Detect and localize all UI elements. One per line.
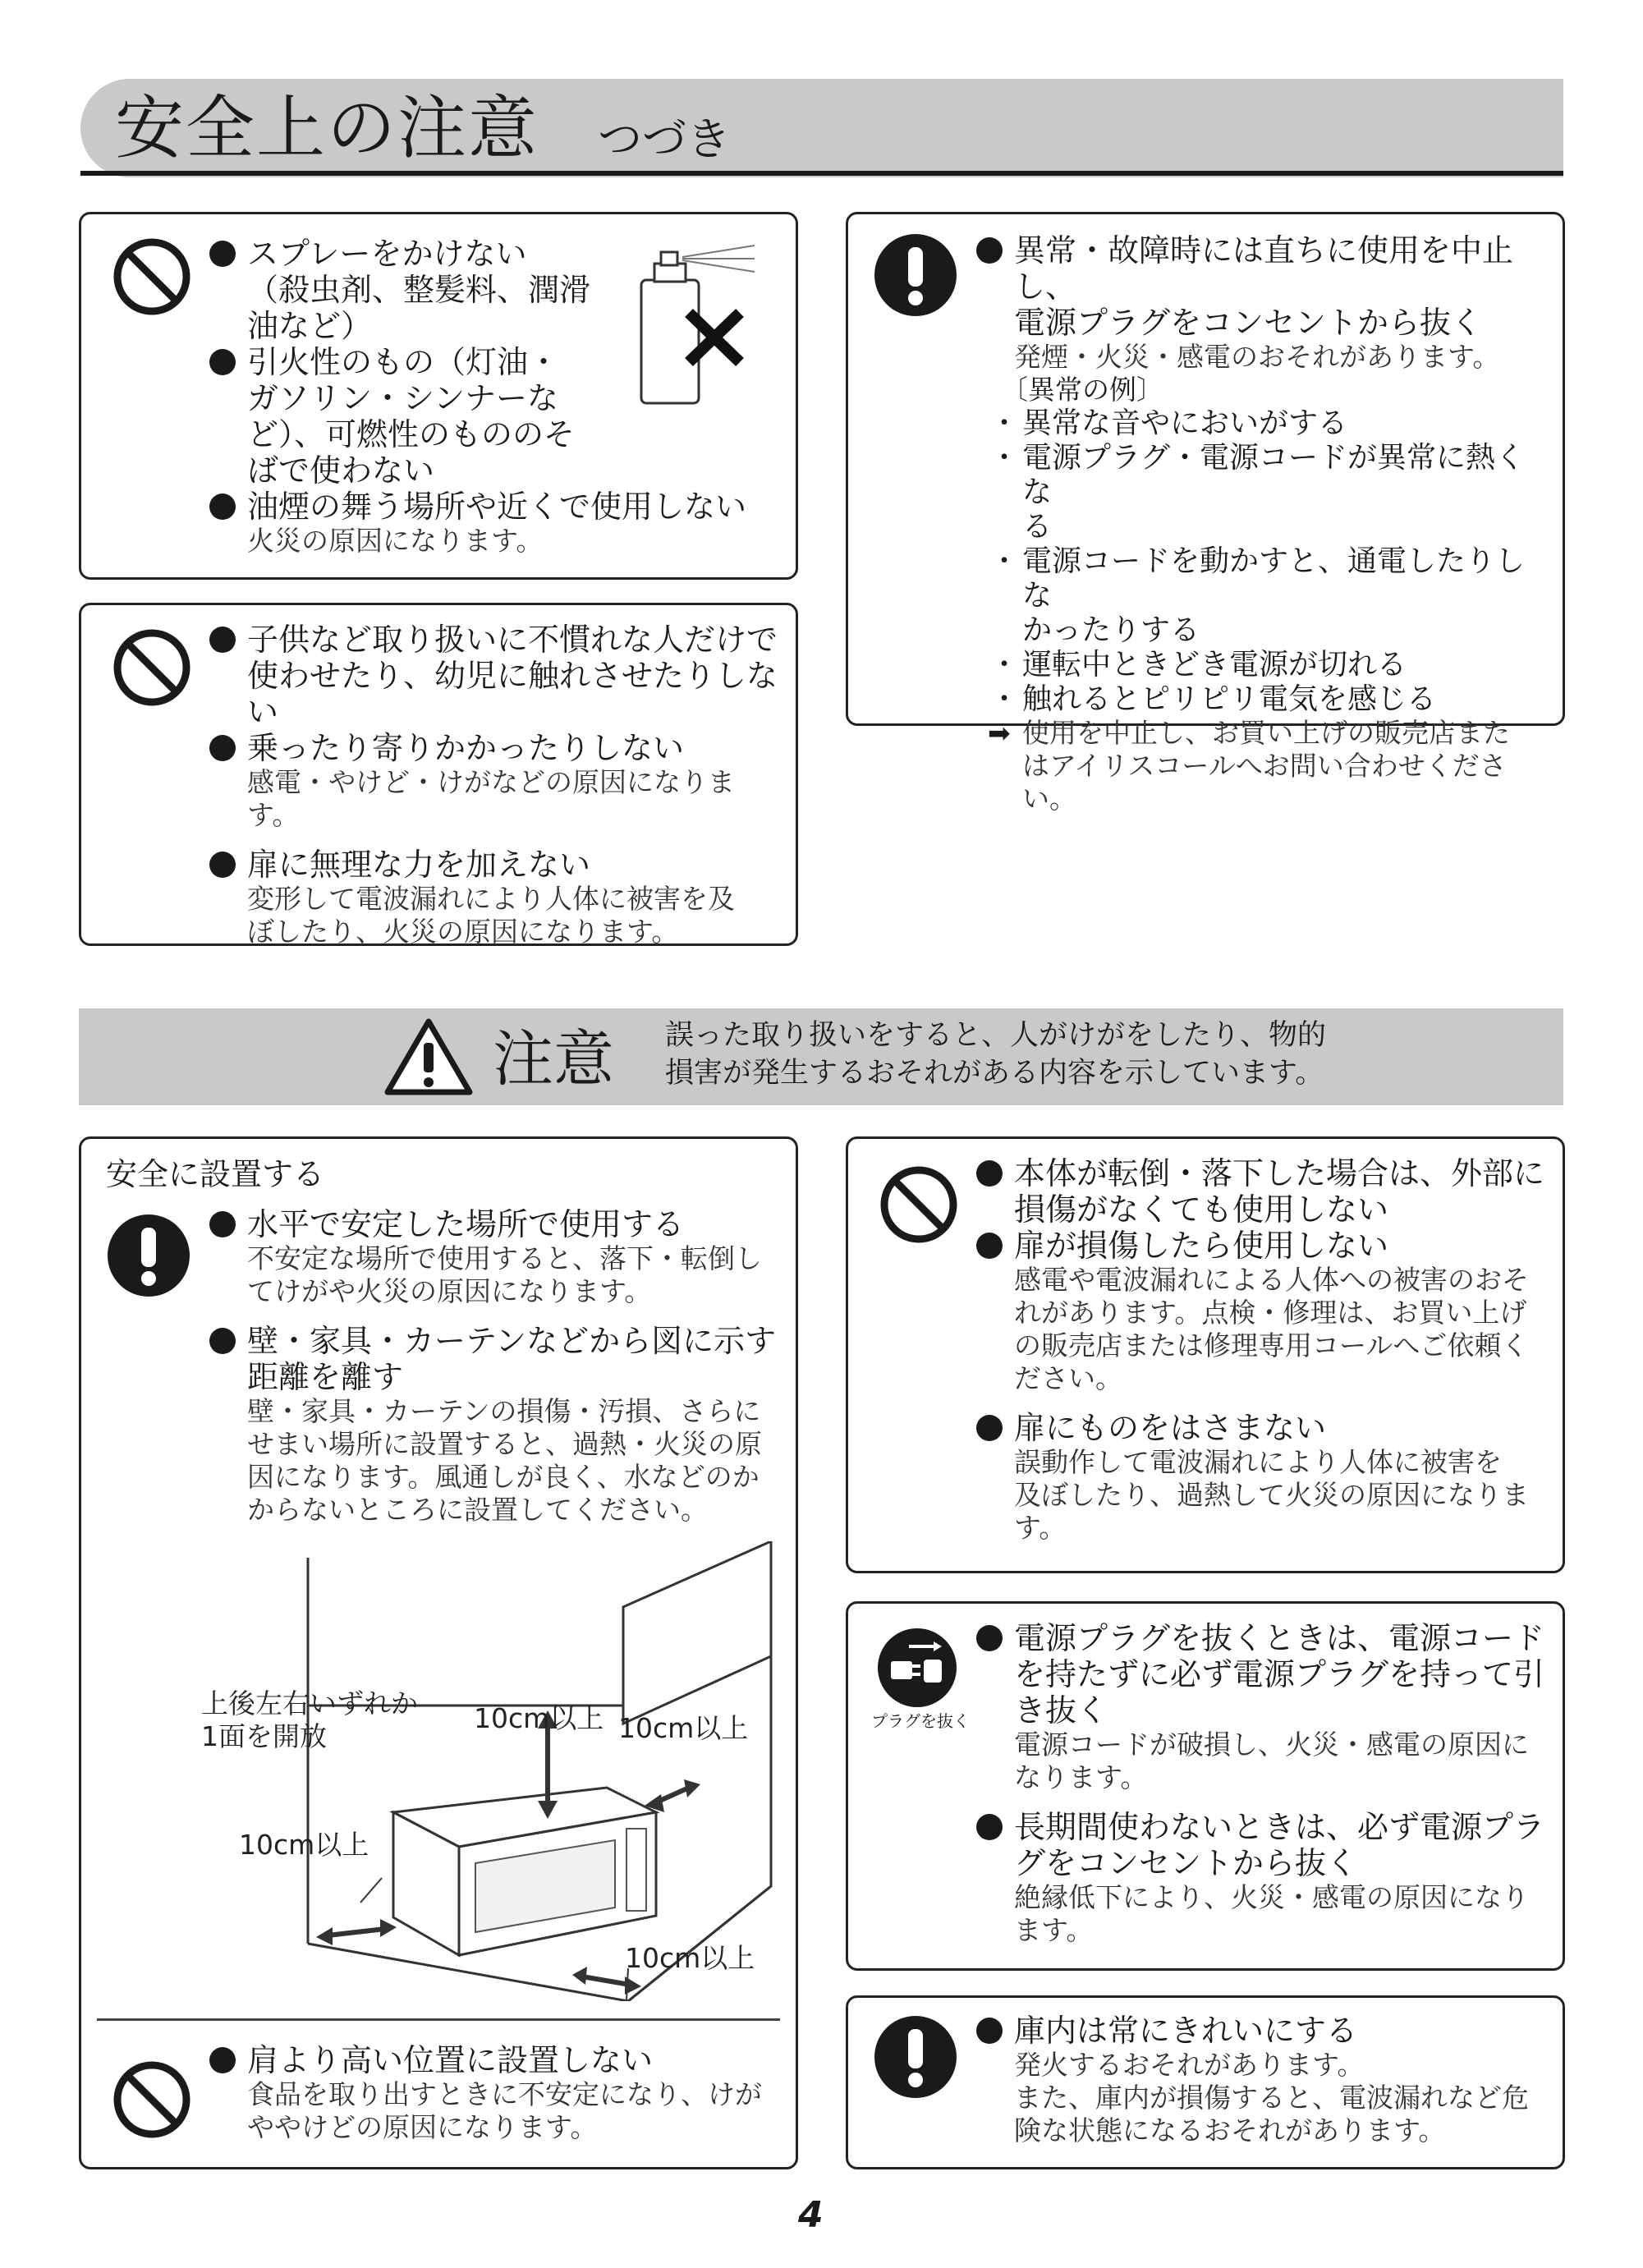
list-item	[209, 236, 751, 344]
list-item: 本体が転倒・落下した場合は、外部に 損傷がなくても使用しない	[976, 1155, 1551, 1228]
page-number: 4	[798, 2194, 824, 2236]
list-item	[209, 730, 784, 832]
prohibition-icon	[111, 627, 193, 709]
item-note: 発煙・火災・感電のおそれがあります。	[1014, 341, 1500, 373]
prohibition-icon	[111, 2059, 193, 2141]
item-heading: 乗ったり寄りかかったりしない	[247, 730, 685, 766]
list-item: 庫内は常にきれいにする 発火するおそれがあります。 また、庫内が損傷すると、電波漏れなど危 険な状態になるおそれがあります。	[976, 2013, 1551, 2147]
item-note: 感電・やけど・けがなどの原因になります。	[247, 766, 735, 831]
page-subtitle: つづき	[598, 113, 731, 165]
back-clearance-label: 10cm以上	[618, 1712, 749, 1744]
section-title: 安全に設置する	[106, 1156, 325, 1192]
list-item: 扉にものをはさまない 誤動作して電波漏れにより人体に被害を 及ぼしたり、過熱して火災の原因になりま す。	[976, 1410, 1551, 1545]
example-item: ・ 異常な音やにおいがする	[976, 406, 1551, 441]
item-heading: 扉に無理な力を加えない	[247, 847, 591, 883]
page-title: 安全上の注意	[115, 88, 539, 168]
section-divider	[97, 2018, 780, 2021]
mandatory-action-icon	[873, 232, 958, 318]
box7-list	[976, 2013, 1551, 2147]
caution-description: 誤った取り扱いをすると、人がけがをしたり、物的 損害が発生するおそれがある内容を示しています。	[665, 1019, 1327, 1090]
list-item: 電源プラグを抜くときは、電源コード を持たずに必ず電源プラグを持って引 き抜く 電源コードが破損し、火災・感電の原因に なります。	[976, 1620, 1551, 1794]
mandatory-action-icon	[106, 1213, 191, 1298]
item-note: 火災の原因になります。	[247, 525, 544, 557]
list-item	[209, 489, 751, 558]
item-heading: 使わせたり、幼児に触れさせたりしな	[247, 658, 778, 694]
box-spray-warning	[79, 212, 798, 580]
item-heading: 子供など取り扱いに不慣れな人だけで	[247, 622, 778, 658]
item-heading: ガソリン・シンナーな	[247, 380, 559, 416]
left-clearance-label: 10cm以上	[239, 1829, 369, 1861]
item-heading: （殺虫剤、整髪料、潤滑	[247, 272, 591, 308]
item-heading: ど）、可燃性のもののそ	[247, 416, 576, 452]
item-heading: 異常・故障時には直ちに使用を中止し、	[1014, 232, 1514, 305]
box-installation	[79, 1136, 798, 2169]
list-item: 肩より高い位置に設置しない 食品を取り出すときに不安定になり、けが ややけどの原因になります。	[209, 2042, 784, 2144]
top-clearance-label: 10cm以上	[474, 1702, 604, 1734]
list-item	[209, 344, 751, 489]
unplug-icon-label: プラグを抜く	[871, 1711, 970, 1731]
list-item: 壁・家具・カーテンなどから図に示す 距離を離す 壁・家具・カーテンの損傷・汚損、さらに せまい場所に設置すると、過熱・火災の原 因になります。風通しが良く、水などのか からないところに設置してください。	[209, 1323, 784, 1527]
warning-triangle-icon	[384, 1017, 473, 1095]
box4-bottom-list	[209, 2042, 784, 2144]
arrow-note: ➡ 使用を中止し、お買い上げの販売店また はアイリスコールへお問い合わせくださ い。	[988, 717, 1510, 815]
mandatory-action-icon	[873, 2014, 958, 2100]
box-damage-warning	[846, 1136, 1565, 1573]
box1-list	[209, 236, 751, 558]
example-item: ・ 電源コードを動かすと、通電したりしな かったりする	[976, 544, 1551, 648]
installation-clearance-diagram	[81, 1541, 801, 2001]
box-cleanliness	[846, 1995, 1565, 2169]
example-item: ・ 運転中ときどき電源が切れる	[976, 648, 1551, 682]
box4-list	[209, 1206, 784, 1527]
list-item	[209, 622, 784, 730]
front-clearance-label: 10cm以上	[625, 1942, 755, 1974]
item-heading: 電源プラグをコンセントから抜く	[1014, 305, 1483, 341]
unplug-icon	[876, 1627, 958, 1709]
list-item: 扉が損傷したら使用しない 感電や電波漏れによる人体への被害のおそ れがあります。点検・修理は、お買い上げ の販売店または修理専用コールへご依頼く ださい。	[976, 1228, 1551, 1395]
prohibition-icon	[111, 236, 193, 318]
box6-list	[976, 1620, 1551, 1947]
open-side-label: 上後左右いずれか 1面を開放	[201, 1687, 418, 1752]
box-children-warning	[79, 603, 798, 946]
list-item: 水平で安定した場所で使用する 不安定な場所で使用すると、落下・転倒し てけがや火災の原因になります。	[209, 1206, 784, 1308]
item-heading: スプレーをかけない	[247, 236, 527, 272]
arrow-icon: ➡	[988, 717, 1011, 749]
item-heading: 油など）	[247, 308, 373, 344]
example-item: ・ 触れるとピリピリ電気を感じる	[976, 682, 1551, 717]
box5-list	[976, 1155, 1551, 1545]
box-unplug-instructions	[846, 1601, 1565, 1971]
example-title: 〔異常の例〕	[1001, 374, 1163, 406]
item-note: 変形して電波漏れにより人体に被害を及	[247, 883, 735, 915]
prohibition-icon	[878, 1164, 960, 1246]
item-heading: 油煙の舞う場所や近くで使用しない	[247, 489, 747, 525]
item-heading: い	[247, 694, 279, 730]
list-item	[209, 847, 784, 948]
item-heading: ばで使わない	[247, 452, 435, 489]
caution-title: 注意	[493, 1024, 614, 1095]
item-note: ぼしたり、火災の原因になります。	[247, 916, 679, 948]
list-item: 長期間使わないときは、必ず電源プラ グをコンセントから抜く 絶縁低下により、火災・感電の原因になり ます。	[976, 1809, 1551, 1947]
item-heading: 引火性のもの（灯油・	[247, 344, 560, 380]
box3-list	[976, 232, 1551, 815]
box2-list	[209, 622, 784, 948]
box-malfunction-warning	[846, 212, 1565, 815]
example-item: ・ 電源プラグ・電源コードが異常に熱くな る	[976, 441, 1551, 544]
